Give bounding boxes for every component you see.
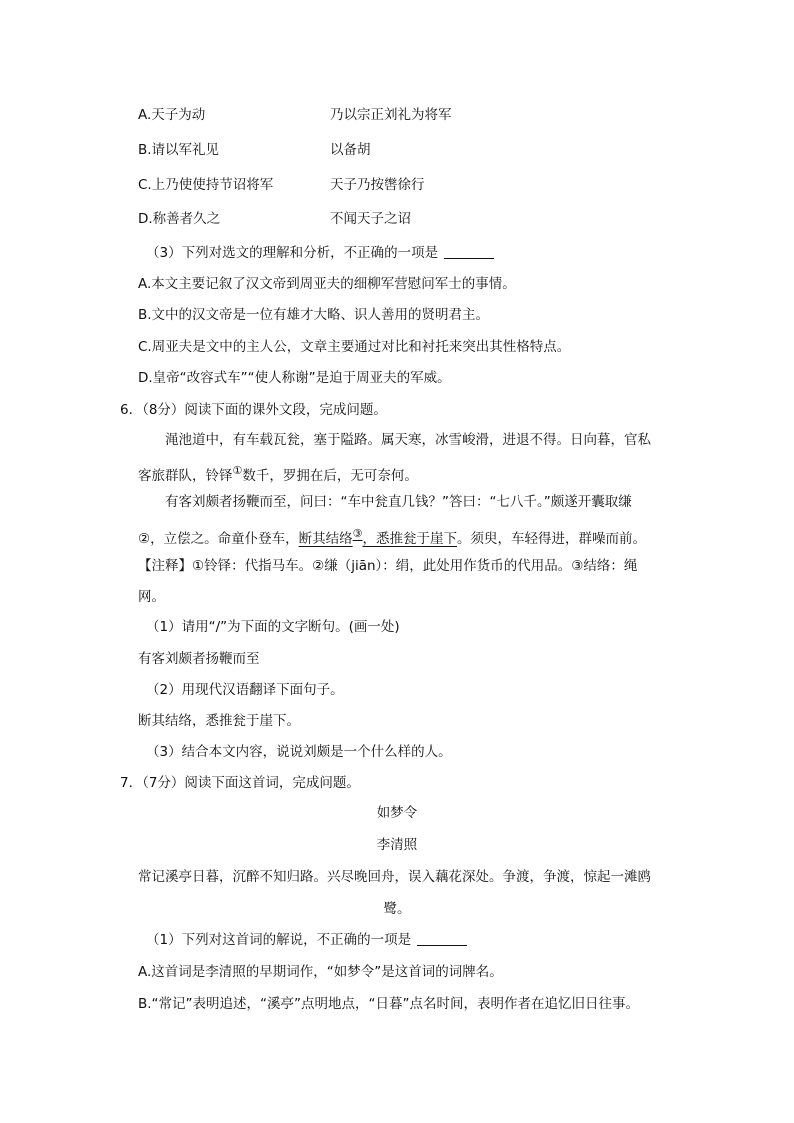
poem-line2: 鹭。 [383, 901, 411, 917]
q6-passage-p2-line2 [138, 524, 646, 549]
q6-p2-text-a: ，立偿之。命童仆登车， [150, 531, 299, 547]
poem-title: 如梦令 [376, 805, 418, 821]
q5-option-d-right: 不闻天子之诏 [330, 211, 411, 227]
answer-blank[interactable] [417, 945, 467, 946]
q5-option-d-left: D.称善者久之 [138, 211, 221, 227]
q5-option-a-right: 乃以宗正刘礼为将军 [330, 107, 452, 123]
answer-blank[interactable] [444, 258, 494, 259]
q6-p1-text-a: 客旅群队，铃铎 [138, 468, 233, 484]
q6-p1-text-b: 数千，罗拥在后，无可奈何。 [242, 468, 418, 484]
q6-p2-text-b: 。须臾，车轻得进，群噪而前。 [456, 531, 646, 547]
q7-sub1-prompt-text: （1）下列对这首词的解说，不正确的一项是 [146, 932, 412, 948]
q5-sub3-option-a: A.本文主要记叙了汉文帝到周亚夫的细柳军营慰问军士的事情。 [138, 276, 516, 292]
q5-sub3-option-d: D.皇帝“改容式车”“使人称谢”是迫于周亚夫的军威。 [138, 370, 451, 386]
note-marker-3: ③ [352, 527, 363, 540]
q6-underlined-phrase-1: 断其结络 [298, 531, 353, 547]
q6-sub3-prompt: （3）结合本文内容，说说刘颇是一个什么样的人。 [146, 744, 452, 760]
q6-passage-p1-line2 [138, 461, 418, 486]
q7-option-b: B.“常记”表明追述，“溪亭”点明地点，“日暮”点名时间，表明作者在追忆旧日往事。 [138, 996, 640, 1012]
q6-sub2-text: 断其结络，悉推瓮于崖下。 [138, 713, 300, 729]
q5-sub3-option-b: B.文中的汉文帝是一位有雄才大略、识人善用的贤明君主。 [138, 307, 490, 323]
q6-notes-line1: 【注释】①铃铎：代指马车。②缣（jiān）：绢，此处用作货币的代用品。③结络：绳 [138, 558, 638, 574]
q6-sub1-text: 有客刘颇者扬鞭而至 [138, 651, 260, 667]
q6-sub2-prompt: （2）用现代汉语翻译下面句子。 [146, 682, 344, 698]
note-marker-2: ② [138, 531, 151, 547]
q6-header: 6．（8分）阅读下面的课外文段，完成问题。 [120, 402, 387, 418]
poem-author: 李清照 [376, 837, 418, 853]
q7-sub1-prompt [146, 930, 467, 950]
q6-passage-p1-line1: 渑池道中，有车载瓦瓮，塞于隘路。属天寒，冰雪峻滑，进退不得。日向暮，官私 [165, 432, 651, 448]
q6-sub1-prompt: （1）请用“/”为下面的文字断句。(画一处) [146, 619, 400, 635]
q5-option-b-right: 以备胡 [330, 142, 371, 158]
q5-sub3-option-c: C.周亚夫是文中的主人公，文章主要通过对比和衬托来突出其性格特点。 [138, 339, 571, 355]
q6-passage-p2-line1: 有客刘颇者扬鞭而至，问曰：“车中瓮直几钱？”答曰：“七八千。”颇遂开囊取缣 [165, 494, 632, 510]
note-marker-1: ① [232, 464, 243, 477]
q5-option-c-right: 天子乃按辔徐行 [330, 177, 425, 193]
q5-sub3-prompt [146, 243, 494, 263]
q5-option-c-left: C.上乃使使持节诏将军 [138, 177, 274, 193]
q7-option-a: A.这首词是李清照的早期词作，“如梦令”是这首词的词牌名。 [138, 964, 503, 980]
q6-notes-line2: 网。 [138, 589, 165, 605]
poem-line1: 常记溪亭日暮，沉醉不知归路。兴尽晚回舟，误入藕花深处。争渡，争渡，惊起一滩鸥 [138, 869, 651, 885]
q5-sub3-prompt-text: （3）下列对选文的理解和分析，不正确的一项是 [146, 245, 439, 261]
q5-option-a-left: A.天子为动 [138, 107, 206, 123]
q5-option-b-left: B.请以军礼见 [138, 142, 220, 158]
q6-underlined-phrase-2: ，悉推瓮于崖下 [362, 531, 457, 547]
q7-header: 7．（7分）阅读下面这首词，完成问题。 [120, 775, 360, 791]
